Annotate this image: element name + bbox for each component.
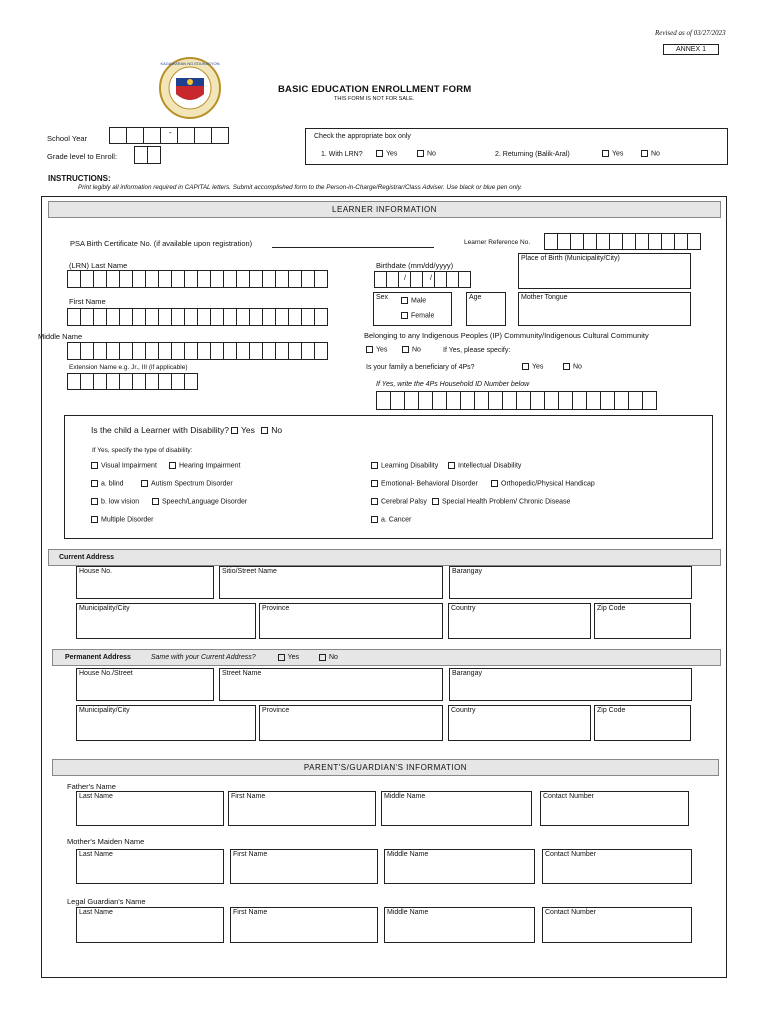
field-label: Last Name — [79, 793, 113, 800]
fourps-question: Is your family a beneficiary of 4Ps? — [366, 364, 475, 371]
checkbox-icon — [91, 516, 98, 523]
checkbox-icon — [152, 498, 159, 505]
same-yes[interactable]: Yes — [278, 654, 299, 661]
age-label: Age — [469, 294, 482, 301]
fourps-id-input[interactable] — [376, 391, 656, 410]
mother-middle-name[interactable] — [384, 849, 535, 884]
sex-field — [373, 292, 452, 326]
annex-label — [663, 44, 719, 55]
age-field[interactable] — [466, 292, 506, 326]
same-no[interactable]: No — [319, 654, 338, 661]
checkbox-icon — [371, 516, 378, 523]
father-middle-name[interactable] — [381, 791, 532, 826]
disability-option-label: a. Cancer — [381, 516, 412, 524]
with-lrn-label: 1. With LRN? — [321, 151, 363, 158]
disability-option[interactable] — [371, 462, 438, 469]
disability-option-label: Intellectual Disability — [458, 462, 522, 470]
checkbox-icon — [401, 297, 408, 304]
checkbox-icon — [491, 480, 498, 487]
grade-level-label: Grade level to Enroll: — [47, 152, 118, 161]
disability-question: Is the child a Learner with Disability? Yes No — [91, 425, 283, 435]
last-name-label: (LRN) Last Name — [69, 261, 128, 270]
current-sitio-field[interactable] — [219, 566, 443, 599]
father-contact[interactable] — [540, 791, 689, 826]
checkbox-icon — [366, 346, 373, 353]
checkbox-icon — [522, 363, 529, 370]
permanent-street-field[interactable] — [219, 668, 443, 701]
checkbox-icon — [432, 498, 439, 505]
disability-option-label: Emotional- Behavioral Disorder — [381, 480, 478, 488]
mother-last-name[interactable] — [76, 849, 224, 884]
permanent-province-field[interactable] — [259, 705, 443, 741]
permanent-municipality-field[interactable] — [76, 705, 256, 741]
school-year-end[interactable] — [177, 127, 228, 144]
guardian-middle-name[interactable] — [384, 907, 535, 943]
disability-option[interactable] — [91, 480, 124, 487]
lrn-status-box — [305, 128, 728, 165]
fourps-yes[interactable]: Yes — [522, 363, 543, 370]
field-label: Province — [262, 605, 290, 612]
field-label: Last Name — [79, 909, 113, 916]
field-label: House No./Street — [79, 670, 133, 677]
field-label: First Name — [233, 851, 268, 858]
field-label: Municipality/City — [79, 707, 130, 714]
field-label: Zip Code — [597, 605, 626, 612]
disability-option-label: Multiple Disorder — [101, 516, 154, 524]
checkbox-icon — [602, 150, 609, 157]
deped-seal — [152, 56, 228, 120]
sex-label: Sex — [376, 294, 389, 301]
disability-option-label: Special Health Problem/ Chronic Disease — [442, 498, 571, 506]
field-label: Country — [451, 707, 476, 714]
ip-yes[interactable]: Yes — [366, 346, 387, 353]
field-label: Contact Number — [545, 909, 596, 916]
current-province-field[interactable] — [259, 603, 443, 639]
checkbox-icon — [448, 462, 455, 469]
disability-option[interactable] — [371, 498, 427, 505]
checkbox-icon — [417, 150, 424, 157]
first-name-label: First Name — [69, 297, 106, 306]
checkbox-icon — [401, 312, 408, 319]
mother-contact[interactable] — [542, 849, 692, 884]
field-label: Barangay — [452, 568, 482, 575]
school-year-start[interactable] — [109, 127, 177, 144]
svg-text:KAGAWARAN NG EDUKASYON: KAGAWARAN NG EDUKASYON — [160, 61, 220, 66]
disability-option[interactable] — [152, 498, 247, 505]
field-label: Middle Name — [387, 851, 429, 858]
field-label: Contact Number — [545, 851, 596, 858]
guardian-first-name[interactable] — [230, 907, 378, 943]
field-label: Province — [262, 707, 290, 714]
checkbox-icon — [319, 654, 326, 661]
father-first-name[interactable] — [228, 791, 376, 826]
field-label: First Name — [231, 793, 266, 800]
father-label: Father's Name — [67, 782, 116, 791]
with-lrn-no[interactable]: No — [417, 150, 436, 157]
annex-text: ANNEX 1 — [676, 46, 706, 53]
guardian-last-name[interactable] — [76, 907, 224, 943]
check-box-only-text: Check the appropriate box only — [314, 133, 411, 140]
revised-date: Revised as of 03/27/2023 — [655, 29, 726, 37]
first-name-input[interactable] — [67, 308, 327, 326]
birthdate-slash-1: / — [404, 275, 406, 282]
disability-option-label: Orthopedic/Physical Handicap — [501, 480, 595, 488]
school-year-label: School Year — [47, 134, 88, 143]
psa-input-line[interactable] — [272, 247, 434, 248]
checkbox-icon — [376, 150, 383, 157]
extension-input[interactable] — [67, 373, 197, 390]
checkbox-icon — [563, 363, 570, 370]
ip-specify-label: If Yes, please specify: — [443, 347, 511, 354]
current-zip-field[interactable] — [594, 603, 691, 639]
disability-option[interactable] — [448, 462, 521, 469]
disability-option-label: Learning Disability — [381, 462, 439, 470]
current-house-no-field[interactable] — [76, 566, 214, 599]
field-label: Sitio/Street Name — [222, 568, 277, 575]
instructions-heading: INSTRUCTIONS: — [48, 174, 111, 183]
returning-label: 2. Returning (Balik-Aral) — [495, 151, 570, 158]
disability-option-label: Autism Spectrum Disorder — [151, 480, 233, 488]
mother-tongue-field[interactable] — [518, 292, 691, 326]
checkbox-icon — [141, 480, 148, 487]
checkbox-icon[interactable] — [261, 427, 268, 434]
disability-option[interactable] — [371, 480, 478, 487]
current-country-field[interactable] — [448, 603, 591, 639]
disability-option[interactable] — [169, 462, 240, 469]
disability-box — [64, 415, 713, 539]
field-label: Barangay — [452, 670, 482, 677]
with-lrn-yes[interactable]: Yes — [376, 150, 397, 157]
returning-yes[interactable]: Yes — [602, 150, 623, 157]
permanent-barangay-field[interactable] — [449, 668, 692, 701]
disability-option-label: b. low vision — [101, 498, 140, 506]
permanent-zip-field[interactable] — [594, 705, 691, 741]
checkbox-icon — [91, 498, 98, 505]
current-address-header: Current Address — [48, 549, 721, 566]
checkbox-icon — [371, 480, 378, 487]
permanent-address-header — [52, 649, 721, 666]
checkbox-icon — [91, 480, 98, 487]
middle-name-input[interactable] — [67, 342, 327, 360]
fourps-no[interactable]: No — [563, 363, 582, 370]
disability-option[interactable] — [491, 480, 595, 487]
extension-label: Extension Name e.g. Jr., III (if applicable) — [69, 364, 188, 371]
current-municipality-field[interactable] — [76, 603, 256, 639]
disability-option-label: Cerebral Palsy — [381, 498, 427, 506]
field-label: First Name — [233, 909, 268, 916]
disability-option[interactable] — [91, 516, 154, 523]
female-option[interactable]: Female — [401, 312, 434, 319]
middle-name-label: Middle Name — [38, 332, 83, 341]
ip-no[interactable]: No — [402, 346, 421, 353]
learner-info-header: LEARNER INFORMATION — [48, 201, 721, 218]
field-label: Middle Name — [387, 909, 429, 916]
birthdate-slash-2: / — [430, 275, 432, 282]
checkbox-icon — [371, 498, 378, 505]
disability-option[interactable] — [141, 480, 233, 487]
disability-option-label: Hearing Impairment — [179, 462, 241, 470]
form-subtitle: THIS FORM IS NOT FOR SALE. — [334, 96, 415, 102]
permanent-address-title: Permanent Address — [65, 654, 131, 661]
mother-tongue-label: Mother Tongue — [521, 294, 568, 301]
permanent-country-field[interactable] — [448, 705, 591, 741]
field-label: House No. — [79, 568, 113, 575]
ip-question: Belonging to any Indigenous Peoples (IP) Community/Indigenous Cultural Community — [364, 331, 649, 340]
disability-option[interactable] — [91, 498, 139, 505]
returning-no[interactable]: No — [641, 150, 660, 157]
checkbox-icon — [402, 346, 409, 353]
school-year-dash: - — [169, 128, 172, 137]
place-of-birth-field[interactable] — [518, 253, 691, 289]
father-last-name[interactable] — [76, 791, 224, 826]
lrn-ref-label: Learner Reference No. — [464, 239, 531, 246]
disability-option-label: a. blind — [101, 480, 124, 488]
current-barangay-field[interactable] — [449, 566, 692, 599]
field-label: Municipality/City — [79, 605, 130, 612]
disability-option[interactable] — [432, 498, 570, 505]
disability-option[interactable] — [371, 516, 411, 523]
birthdate-input[interactable] — [374, 271, 470, 288]
lrn-input[interactable] — [544, 233, 700, 250]
place-of-birth-label: Place of Birth (Municipality/City) — [521, 255, 620, 262]
checkbox-icon — [371, 462, 378, 469]
birthdate-label: Birthdate (mm/dd/yyyy) — [376, 261, 454, 270]
checkbox-icon — [169, 462, 176, 469]
field-label: Country — [451, 605, 476, 612]
field-label: Street Name — [222, 670, 262, 677]
field-label: Zip Code — [597, 707, 626, 714]
mother-label: Mother's Maiden Name — [67, 837, 145, 846]
disability-option-label: Visual Impairment — [101, 462, 157, 470]
mother-first-name[interactable] — [230, 849, 378, 884]
grade-level-input[interactable] — [134, 146, 160, 164]
field-label: Last Name — [79, 851, 113, 858]
disability-option-label: Speech/Language Disorder — [162, 498, 248, 506]
checkbox-icon — [641, 150, 648, 157]
last-name-input[interactable] — [67, 270, 327, 288]
fourps-id-label: If Yes, write the 4Ps Household ID Number below — [376, 381, 530, 388]
male-option[interactable]: Male — [401, 297, 426, 304]
parents-header: PARENT'S/GUARDIAN'S INFORMATION — [52, 759, 719, 776]
checkbox-icon — [278, 654, 285, 661]
checkbox-icon — [91, 462, 98, 469]
guardian-contact[interactable] — [542, 907, 692, 943]
same-address-question: Same with your Current Address? — [150, 654, 256, 661]
checkbox-icon[interactable] — [231, 427, 238, 434]
instructions-text: Print legibly all information required in CAPITAL letters. Submit accomplished form to the Person-in-Charge/Registrar/Class Adviser. Use black or blue pen only. — [78, 184, 523, 191]
psa-label: PSA Birth Certificate No. (if available upon registration) — [70, 239, 253, 248]
guardian-label: Legal Guardian's Name — [67, 897, 146, 906]
permanent-house-no-field[interactable] — [76, 668, 214, 701]
disability-specify: If Yes, specify the type of disability: — [92, 447, 193, 454]
field-label: Middle Name — [384, 793, 426, 800]
disability-option[interactable] — [91, 462, 157, 469]
field-label: Contact Number — [543, 793, 594, 800]
form-title: BASIC EDUCATION ENROLLMENT FORM — [278, 84, 472, 95]
